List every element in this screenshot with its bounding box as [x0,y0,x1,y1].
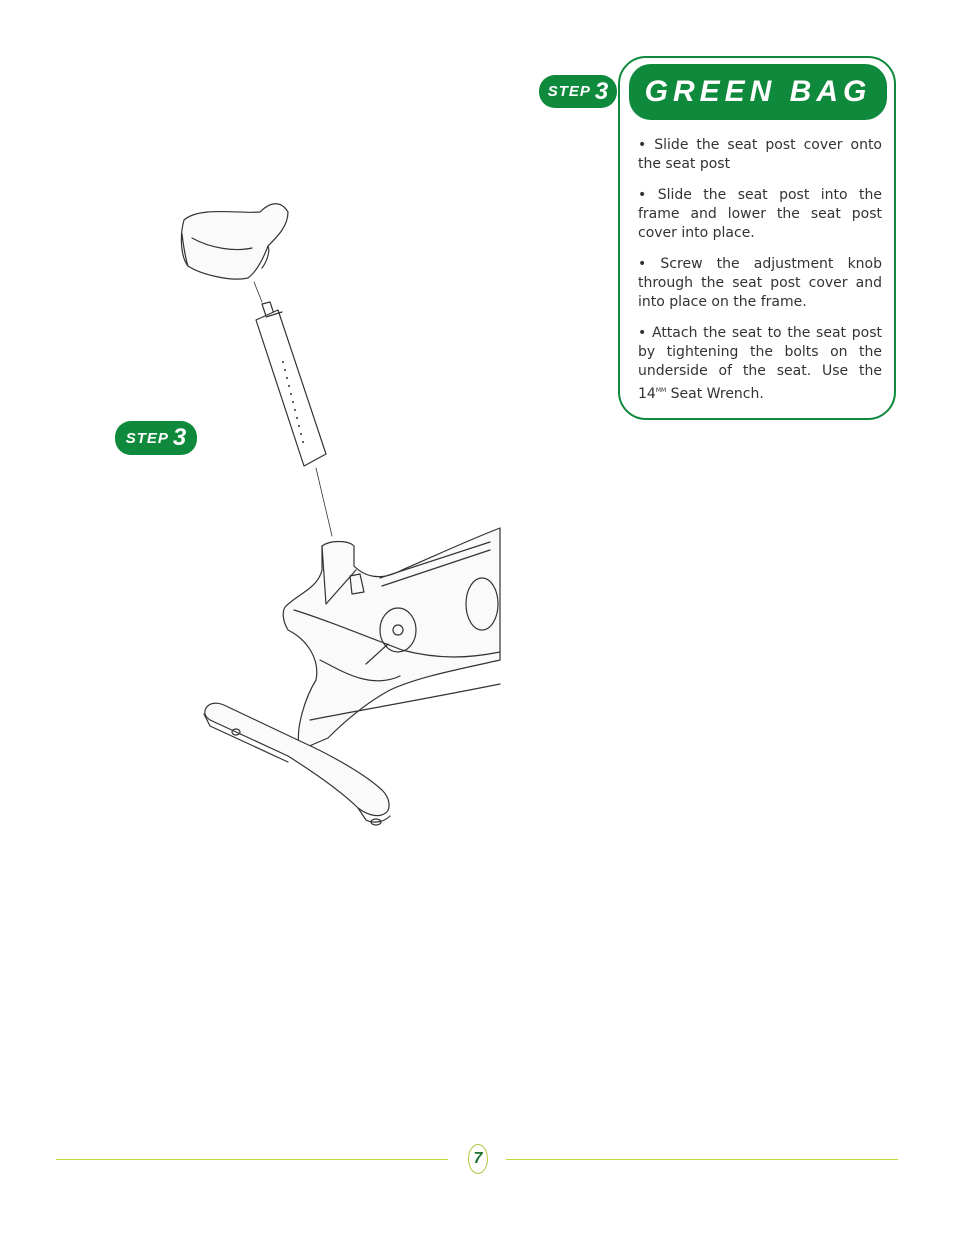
step-word: STEP [125,429,169,447]
instruction-text-end: Seat Wrench. [666,386,764,402]
footer-rule-left [56,1159,448,1160]
seat-post-illustration [256,302,326,466]
instruction-item: • Slide the seat post cover onto the seat post [638,136,882,174]
step-badge-top [539,75,617,108]
step-word: STEP [547,83,591,100]
step-number: 3 [172,424,187,451]
seat-illustration [181,204,288,279]
frame-illustration [283,528,500,750]
instruction-item: • Screw the adjustment knob through the seat post cover and into place on the frame. [638,255,882,312]
instruction-item [638,324,882,404]
panel-title: GREEN BAG [629,64,887,120]
unit-superscript: MM [655,387,667,394]
instruction-list [638,136,882,416]
instruction-item: • Slide the seat post into the frame and lower the seat post cover into place. [638,186,882,243]
footer-rule-right [506,1159,898,1160]
stabilizer-foot-illustration [204,703,390,825]
seat-assembly-illustration [170,190,510,840]
page-number: 7 [468,1144,488,1174]
step-number: 3 [594,77,609,105]
instruction-text: Attach the seat to the seat post by tightening the bolts on the underside of the seat. Use the 14 [638,325,882,402]
